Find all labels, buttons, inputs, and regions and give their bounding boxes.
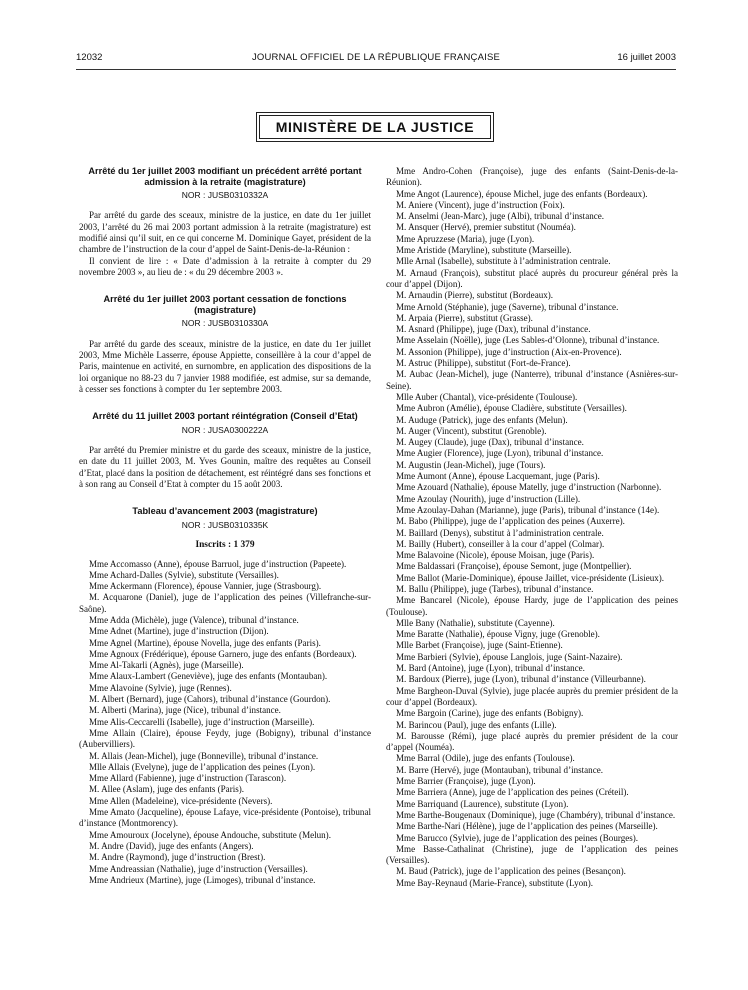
list-item: Mme Barrier (Françoise), juge (Lyon). xyxy=(396,776,536,787)
page-header xyxy=(76,52,676,66)
list-item: Mme Andreassian (Nathalie), juge d’instruction (Versailles). xyxy=(89,863,308,874)
list-item: Mme Alavoine (Sylvie), juge (Rennes). xyxy=(89,682,232,693)
list-item: M. Baud (Patrick), juge de l’application des peines (Besançon). xyxy=(396,866,626,877)
page-number: 12032 xyxy=(76,52,103,63)
list-item: Mlle Allais (Evelyne), juge de l’application des peines (Lyon). xyxy=(89,761,316,772)
list-item: Mme Adnet (Martine), juge d’instruction (Dijon). xyxy=(89,626,269,637)
list-item: Mme Barriera (Anne), juge de l’application des peines (Créteil). xyxy=(396,787,629,798)
list-item: M. Allee (Aslam), juge des enfants (Paris). xyxy=(89,784,245,795)
list-item: M. Aniere (Vincent), juge d’instruction (Foix). xyxy=(396,199,565,210)
list-item: Mme Amouroux (Jocelyne), épouse Andouche, substitute (Melun). xyxy=(89,829,331,840)
list-item: M. Bardoux (Pierre), juge (Lyon), tribunal d’instance (Villeurbanne). xyxy=(396,674,646,685)
list-item: Mme Barthe-Nari (Hélène), juge de l’application des peines (Marseille). xyxy=(396,821,658,832)
list-item: Mlle Barbet (Françoise), juge (Saint-Etienne). xyxy=(396,640,563,651)
paragraph: Par arrêté du Premier ministre et du garde des sceaux, ministre de la justice, en date du 11 juillet 2003, M. Yves Gounin, maître des requêtes au Conseil d’Etat, placé dans la position de détachement, est réintégré dans ses fonctions et à son rang au Conseil d’Etat à compter du 15 août 2003. xyxy=(79,445,371,490)
paragraph: Par arrêté du garde des sceaux, ministre de la justice, en date du 1er juillet 2003, l’arrêté du 26 mai 2003 portant admission à la retraite (magistrature) est modifié ainsi qu’il suit, en ce qui concerne M. Dominique Gayet, président de la chambre de l’instruction de la cour d’appel de Saint-Denis-de-la-Réunion : xyxy=(79,210,371,255)
list-item: Mme Azoulay (Nourith), juge d’instruction (Lille). xyxy=(396,493,581,504)
list-item: Mme Balavoine (Nicole), épouse Moisan, juge (Paris). xyxy=(396,550,595,561)
list-item: M. Augey (Claude), juge (Dax), tribunal d’instance. xyxy=(396,437,584,448)
issue-date: 16 juillet 2003 xyxy=(617,52,676,63)
list-item: M. Astruc (Philippe), substitut (Fort-de-France). xyxy=(396,358,571,369)
list-item: Mme Barbieri (Sylvie), épouse Langlois, juge (Saint-Nazaire). xyxy=(396,651,623,662)
list-item: Mme Angot (Laurence), épouse Michel, juge des enfants (Bordeaux). xyxy=(396,188,648,199)
list-item: Mme Allard (Fabienne), juge d’instruction (Tarascon). xyxy=(89,773,287,784)
list-item: M. Bard (Antoine), juge (Lyon), tribunal d’instance. xyxy=(396,663,585,674)
list-item: Mme Barral (Odile), juge des enfants (Toulouse). xyxy=(396,753,575,764)
nor-reference: NOR : JUSB0310332A xyxy=(181,190,269,201)
section-title: Arrêté du 11 juillet 2003 portant réintégration (Conseil d’Etat) xyxy=(92,411,358,422)
list-item: Mme Azouard (Nathalie), épouse Matelly, juge d’instruction (Narbonne). xyxy=(396,482,662,493)
list-item: M. Andre (Raymond), juge d’instruction (Brest). xyxy=(89,852,266,863)
list-item: Mme Alaux-Lambert (Geneviève), juge des enfants (Montauban). xyxy=(89,671,328,682)
list-item: Mme Arnold (Stéphanie), juge (Saverne), tribunal d’instance. xyxy=(396,301,619,312)
list-item: Mme Azoulay-Dahan (Marianne), juge (Paris), tribunal d’instance (14e). xyxy=(396,504,660,515)
list-item: M. Assonion (Philippe), juge d’instruction (Aix-en-Provence). xyxy=(396,346,622,357)
list-item: M. Acquarone (Daniel), juge de l’application des peines (Villefranche-sur-Saône). xyxy=(79,592,371,614)
entries-right xyxy=(386,166,678,889)
nor-reference: NOR : JUSA0300222A xyxy=(181,424,269,435)
entries-left xyxy=(79,559,371,887)
list-item: M. Bailly (Hubert), conseiller à la cour d’appel (Colmar). xyxy=(396,538,605,549)
list-item: Mme Alis-Ceccarelli (Isabelle), juge d’instruction (Marseille). xyxy=(89,716,315,727)
ministry-box xyxy=(256,112,494,142)
list-item: Mlle Arnal (Isabelle), substitute à l’administration centrale. xyxy=(396,256,611,267)
list-item: M. Alberti (Marina), juge (Nice), tribunal d’instance. xyxy=(89,705,281,716)
right-column xyxy=(386,166,678,889)
paragraph: Il convient de lire : « Date d’admission à la retraite à compter du 29 novembre 2003 », au lieu de : « du 29 décembre 2003 ». xyxy=(79,255,371,277)
list-item: Mme Bay-Reynaud (Marie-France), substitute (Lyon). xyxy=(396,877,593,888)
list-item: M. Aubac (Jean-Michel), juge (Nanterre), tribunal d’instance (Asnières-sur-Seine). xyxy=(386,369,678,391)
list-item: M. Barousse (Rémi), juge placé auprès du premier président de la cour d’appel (Nouméa). xyxy=(386,730,678,753)
list-item: M. Babo (Philippe), juge de l’application des peines (Auxerre). xyxy=(396,516,625,527)
nor-reference: NOR : JUSB0310330A xyxy=(181,318,269,329)
list-item: Mme Bargoin (Carine), juge des enfants (Bobigny). xyxy=(396,708,584,719)
list-item: Mme Achard-Dalles (Sylvie), substitute (Versailles). xyxy=(89,569,279,580)
list-item: M. Auger (Vincent), substitut (Grenoble). xyxy=(396,425,547,436)
section-title: Arrêté du 1er juillet 2003 modifiant un précédent arrêté portant admission à la retraite (magistrature) xyxy=(88,166,362,187)
list-item: Mme Basse-Cathalinat (Christine), juge de l’application des peines (Versailles). xyxy=(386,843,678,866)
list-item: Mme Allain (Claire), épouse Feydy, juge (Bobigny), tribunal d’instance (Aubervilliers). xyxy=(79,727,371,750)
header-rule xyxy=(76,69,676,70)
list-item: Mme Augier (Florence), juge (Lyon), tribunal d’instance. xyxy=(396,448,604,459)
journal-title: JOURNAL OFFICIEL DE LA RÉPUBLIQUE FRANÇAISE xyxy=(251,52,501,63)
list-item: Mlle Bany (Nathalie), substitute (Cayenne). xyxy=(396,617,555,628)
list-item: Mme Bargheon-Duval (Sylvie), juge placée auprès du premier président de la cour d’appel (Bordeaux). xyxy=(386,685,678,707)
list-item: Mme Agnoux (Frédérique), épouse Garnero, juge des enfants (Bordeaux). xyxy=(89,648,357,659)
paragraph: Par arrêté du garde des sceaux, ministre de la justice, en date du 1er juillet 2003, Mme Michèle Lasserre, épouse Appiette, conseillère à la cour d’appel de Paris, maintenue en activité, en surnombre, en application des dispositions de la loi organique no 88-23 du 7 janvier 1988 modifiée, est admise, sur sa demande, à cesser ses fonctions à compter du 1er septembre 2003. xyxy=(79,338,371,394)
list-item: M. Anselmi (Jean-Marc), juge (Albi), tribunal d’instance. xyxy=(396,211,605,222)
list-item: Mme Bancarel (Nicole), épouse Hardy, juge de l’application des peines (Toulouse). xyxy=(386,595,678,617)
list-item: M. Arnaudin (Pierre), substitut (Bordeaux). xyxy=(396,290,554,301)
list-item: Mme Baldassari (Françoise), épouse Semont, juge (Montpellier). xyxy=(396,561,632,572)
ministry-title: MINISTÈRE DE LA JUSTICE xyxy=(259,115,491,139)
list-item: Mme Adda (Michèle), juge (Valence), tribunal d’instance. xyxy=(89,614,299,625)
list-item: M. Barre (Hervé), juge (Montauban), tribunal d’instance. xyxy=(396,764,604,775)
list-item: Mme Ballot (Marie-Dominique), épouse Jaillet, vice-présidente (Lisieux). xyxy=(396,572,665,583)
list-item: M. Baillard (Denys), substitut à l’administration centrale. xyxy=(396,527,604,538)
list-item: Mme Aristide (Maryline), substitute (Marseille). xyxy=(396,245,572,256)
list-item: M. Barincou (Paul), juge des enfants (Lille). xyxy=(396,719,557,730)
list-item: Mme Asselain (Noëlle), juge (Les Sables-d’Olonne), tribunal d’instance. xyxy=(396,335,660,346)
section-title: Tableau d’avancement 2003 (magistrature) xyxy=(132,506,318,517)
list-item: Mme Accomasso (Anne), épouse Barruol, juge d’instruction (Papeete). xyxy=(89,558,347,569)
list-item: M. Asnard (Philippe), juge (Dax), tribunal d’instance. xyxy=(396,324,591,335)
list-item: Mme Apruzzese (Maria), juge (Lyon). xyxy=(396,233,535,244)
list-item: Mme Barriquand (Laurence), substitute (Lyon). xyxy=(396,798,569,809)
list-item: Mme Amato (Jacqueline), épouse Lafaye, vice-présidente (Pontoise), tribunal d’instance (Montmorency). xyxy=(79,807,371,829)
list-item: Mme Andrieux (Martine), juge (Limoges), tribunal d’instance. xyxy=(89,874,316,885)
list-item: M. Andre (David), juge des enfants (Angers). xyxy=(89,840,254,851)
list-item: Mme Al-Takarli (Agnès), juge (Marseille). xyxy=(89,660,244,671)
list-item: M. Allais (Jean-Michel), juge (Bonneville), tribunal d’instance. xyxy=(89,750,319,761)
list-item: M. Augustin (Jean-Michel), juge (Tours). xyxy=(396,459,546,470)
list-item: M. Ansquer (Hervé), premier substitut (Nouméa). xyxy=(396,222,576,233)
list-item: M. Arnaud (François), substitut placé auprès du procureur général près la cour d’appel (Dijon). xyxy=(386,267,678,289)
section-title: Arrêté du 1er juillet 2003 portant cessation de fonctions (magistrature) xyxy=(103,294,347,315)
list-item: Mlle Auber (Chantal), vice-présidente (Toulouse). xyxy=(396,391,578,402)
list-item: Mme Aumont (Anne), épouse Lacquemant, juge (Paris). xyxy=(396,471,600,482)
list-item: M. Arpaia (Pierre), substitut (Grasse). xyxy=(396,312,533,323)
list-item: Mme Agnel (Martine), épouse Novella, juge des enfants (Paris). xyxy=(89,637,321,648)
nor-reference: NOR : JUSB0310335K xyxy=(181,519,269,530)
inscrits-count: Inscrits : 1 379 xyxy=(195,540,255,551)
list-item: M. Auduge (Patrick), juge des enfants (Melun). xyxy=(396,414,568,425)
list-item: Mme Andro-Cohen (Françoise), juge des enfants (Saint-Denis-de-la-Réunion). xyxy=(386,166,678,188)
list-item: Mme Allen (Madeleine), vice-présidente (Nevers). xyxy=(89,795,273,806)
list-item: Mme Aubron (Amélie), épouse Cladière, substitute (Versailles). xyxy=(396,403,627,414)
list-item: M. Albert (Bernard), juge (Cahors), tribunal d’instance (Gourdon). xyxy=(89,694,331,705)
left-column xyxy=(79,166,371,886)
list-item: Mme Barucco (Sylvie), juge de l’application des peines (Bourges). xyxy=(396,832,639,843)
list-item: Mme Barthe-Bougenaux (Dominique), juge (Chambéry), tribunal d’instance. xyxy=(396,809,676,820)
list-item: Mme Ackermann (Florence), épouse Vannier, juge (Strasbourg). xyxy=(89,581,322,592)
list-item: M. Ballu (Philippe), juge (Tarbes), tribunal d’instance. xyxy=(396,583,594,594)
list-item: Mme Baratte (Nathalie), épouse Vigny, juge (Grenoble). xyxy=(396,629,600,640)
